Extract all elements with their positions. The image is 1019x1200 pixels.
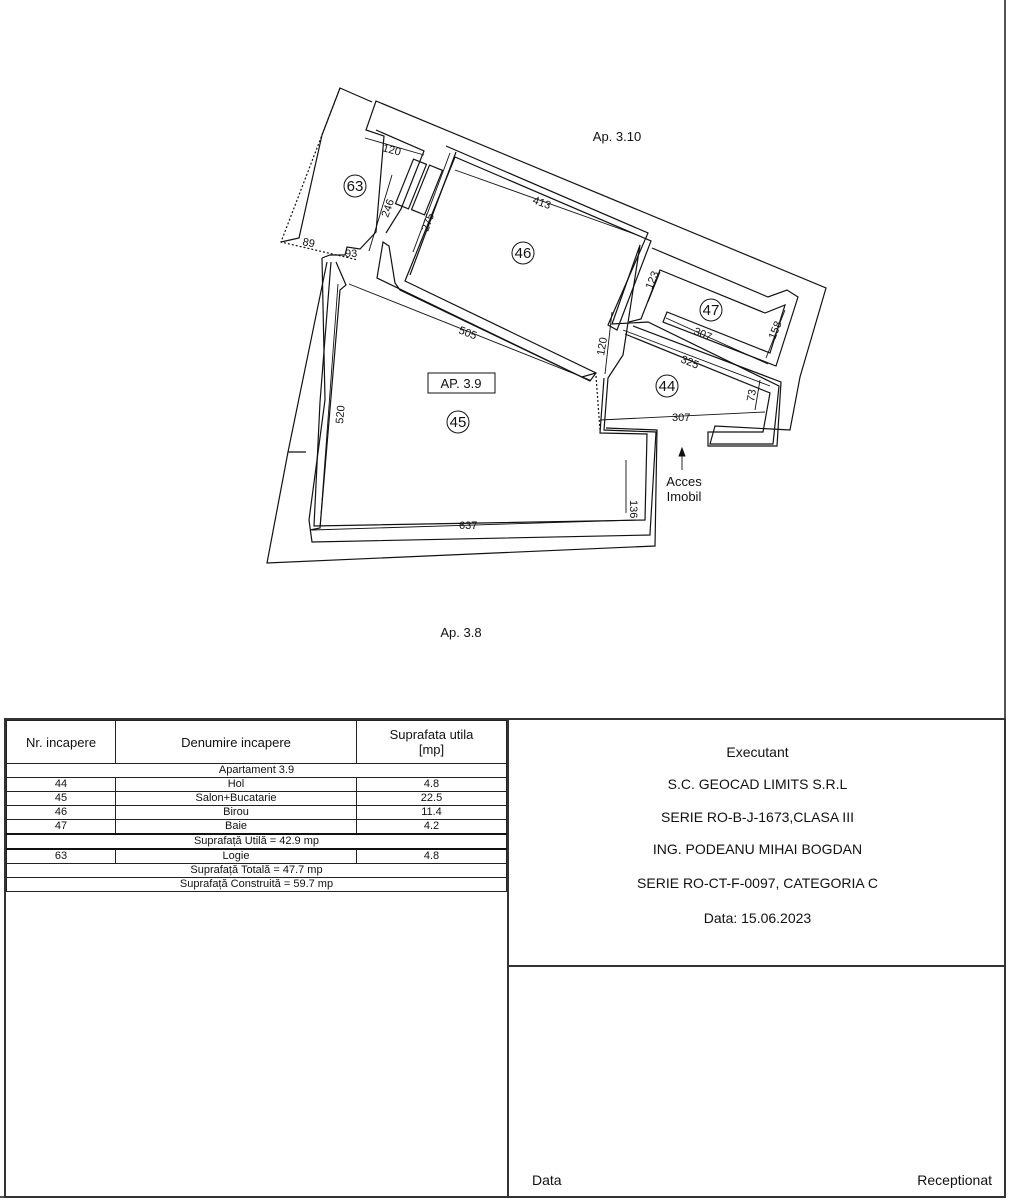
executant-title: Executant: [726, 744, 789, 760]
dim-label: 275: [419, 211, 438, 234]
table-header: [7, 721, 507, 764]
walls: [267, 88, 826, 563]
summary-total: Suprafață Totală = 47.7 mp: [7, 864, 507, 878]
dim-label: 413: [530, 194, 553, 213]
dim-label: 93: [345, 248, 358, 260]
dim-label: 307: [672, 412, 691, 424]
dim-label: 325: [678, 353, 701, 372]
dim-label: 123: [643, 269, 662, 292]
executant-engineer: ING. PODEANU MIHAI BOGDAN: [652, 841, 863, 857]
table-row: 44 Hol 4.8: [7, 778, 507, 792]
dim-label: 246: [379, 197, 398, 220]
outer-wall: [309, 101, 826, 542]
room-tag-44: 44: [658, 378, 676, 395]
access-label-1: Acces: [666, 474, 702, 489]
dim-label: 637: [459, 520, 478, 532]
dim-label: 136: [627, 500, 639, 519]
dim-label: 505: [456, 324, 479, 343]
room-tag-63: 63: [346, 178, 364, 195]
entry-opening: [596, 376, 600, 430]
dim-label: 520: [334, 404, 348, 425]
apartment-label: AP. 3.9: [440, 376, 482, 391]
room-tag-46: 46: [514, 245, 532, 262]
table-row: 46 Birou 11.4: [7, 806, 507, 820]
executant-company-series: SERIE RO-B-J-1673,CLASA III: [661, 809, 854, 825]
executant-date: Data: 15.06.2023: [703, 910, 812, 926]
col-name: Denumire incapere: [116, 721, 357, 764]
col-area-line1: Suprafata utila: [389, 727, 474, 742]
signature-date: Data: [532, 1172, 562, 1188]
room-46-wall: [377, 146, 651, 381]
access-label-2: Imobil: [666, 489, 702, 504]
dim-label: 307: [691, 325, 714, 344]
info-block: [4, 718, 1006, 1198]
room-tag-47: 47: [702, 302, 720, 319]
rooms-table: [6, 720, 507, 892]
neighbor-bottom: Ap. 3.8: [440, 625, 482, 640]
logia-wall: [281, 88, 372, 242]
room-46-inner: [410, 152, 456, 275]
horizontal-divider: [509, 965, 1004, 967]
executant-company: S.C. GEOCAD LIMITS S.R.L: [667, 776, 848, 792]
summary-useful: Suprafață Utilă = 42.9 mp: [7, 834, 507, 849]
dimension-labels: [301, 142, 784, 532]
room-tag-45: 45: [449, 414, 467, 431]
logia-parapet: [281, 88, 358, 260]
dim-label: 120: [595, 336, 611, 357]
dim-label: 158: [766, 319, 785, 342]
dim-label: 120: [381, 142, 403, 159]
outer-wall-bottom: [314, 262, 647, 526]
dim-label: 73: [745, 388, 760, 403]
table-row: 63 Logie 4.8: [7, 849, 507, 864]
room-tags: [344, 175, 722, 433]
col-nr: Nr. incapere: [7, 721, 116, 764]
dim-label: 89: [301, 236, 316, 251]
executant-engineer-series: SERIE RO-CT-F-0097, CATEGORIA C: [637, 875, 878, 891]
table-row: 47 Baie 4.2: [7, 820, 507, 835]
col-area: [357, 721, 507, 764]
summary-built: Suprafață Construită = 59.7 mp: [7, 878, 507, 892]
neighbor-top: Ap. 3.10: [592, 129, 642, 144]
section-title: Apartament 3.9: [7, 764, 507, 778]
table-row: 45 Salon+Bucatarie 22.5: [7, 792, 507, 806]
col-area-line2: [mp]: [418, 742, 445, 757]
signature-received: Receptionat: [917, 1172, 992, 1188]
